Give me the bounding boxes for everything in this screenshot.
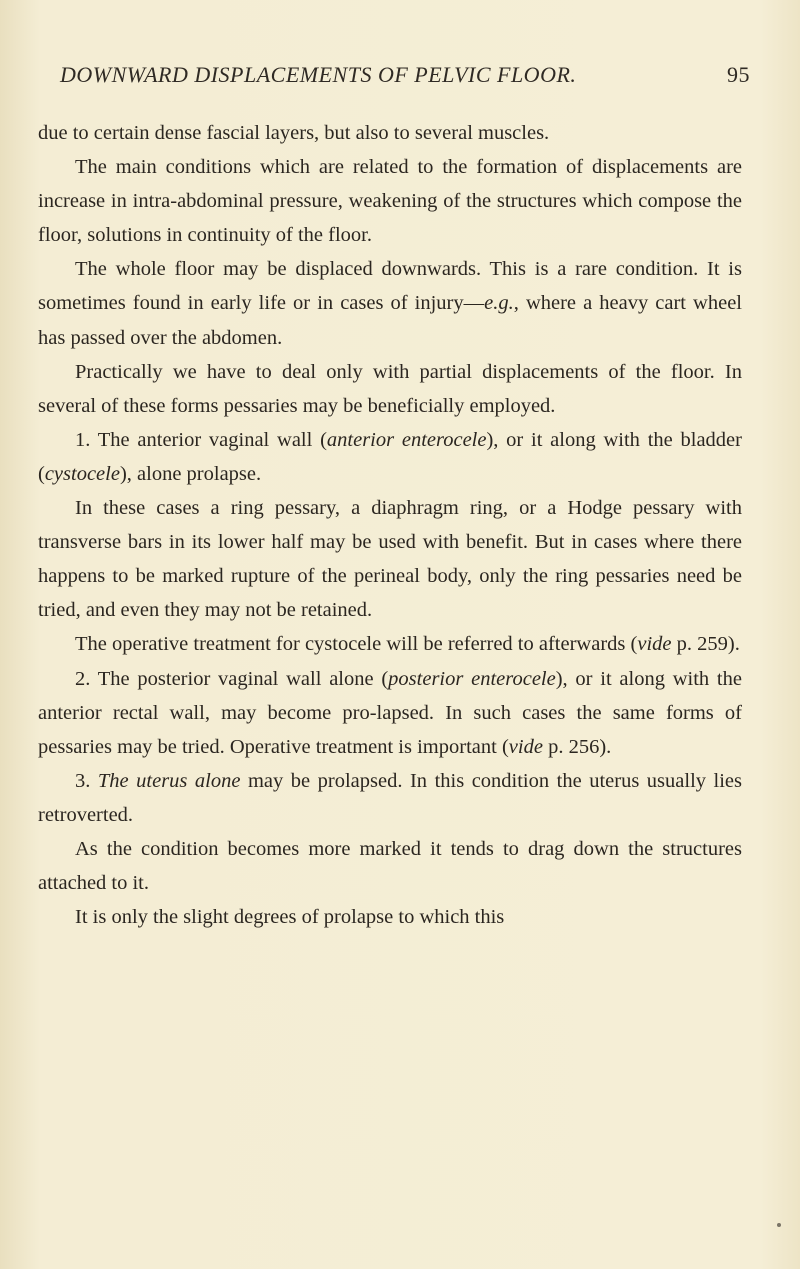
running-head-title: DOWNWARD DISPLACEMENTS OF PELVIC FLOOR. — [60, 62, 577, 87]
paragraph-11: It is only the slight degrees of prolapse to which this — [75, 906, 505, 929]
paragraph-3: The whole floor may be displaced downwards. This is a rare condition. It is sometimes found in early life or in cases of injury—e.g., where a heavy cart wheel has passed over the abdomen. — [38, 258, 742, 349]
paragraph-1: due to certain dense fascial layers, but also to several muscles. — [38, 122, 550, 144]
paragraph-9: 3. The uterus alone may be prolapsed. In this condition the uterus usually lies retroverted. — [38, 769, 743, 826]
paragraph-7: The operative treatment for cystocele will be referred to afterwards (vide p. 259). — [75, 633, 740, 656]
paragraph-5: 1. The anterior vaginal wall (anterior enterocele), or it along with the bladder (cystocele), alone prolapse. — [38, 428, 742, 485]
paragraph-4: Practically we have to deal only with partial displacements of the floor. In several of these forms pessaries may be beneficially employed. — [38, 360, 742, 417]
running-head — [60, 62, 750, 98]
margin-dot — [777, 1223, 781, 1227]
paragraph-10: As the condition becomes more marked it tends to drag down the structures attached to it. — [38, 837, 742, 895]
paragraph-6: In these cases a ring pessary, a diaphragm ring, or a Hodge pessary with transverse bars in its lower half may be used with benefit. But in cases where there happens to be marked rupture of the perineal body, only the ring pessaries need be tried, and even they may not be retained. — [38, 497, 742, 622]
paragraph-2: The main conditions which are related to the formation of displacements are increase in intra-abdominal pressure, weakening of the structures which compose the floor, solutions in continuity of the floor. — [38, 156, 742, 247]
page-number: 95 — [727, 62, 750, 87]
body-text — [38, 116, 742, 934]
paragraph-8: 2. The posterior vaginal wall alone (posterior enterocele), or it along with the anterior rectal wall, may become pro-lapsed. In such cases the same forms of pessaries may be tried. Operative treatment is important (vide p. 256). — [38, 667, 742, 758]
